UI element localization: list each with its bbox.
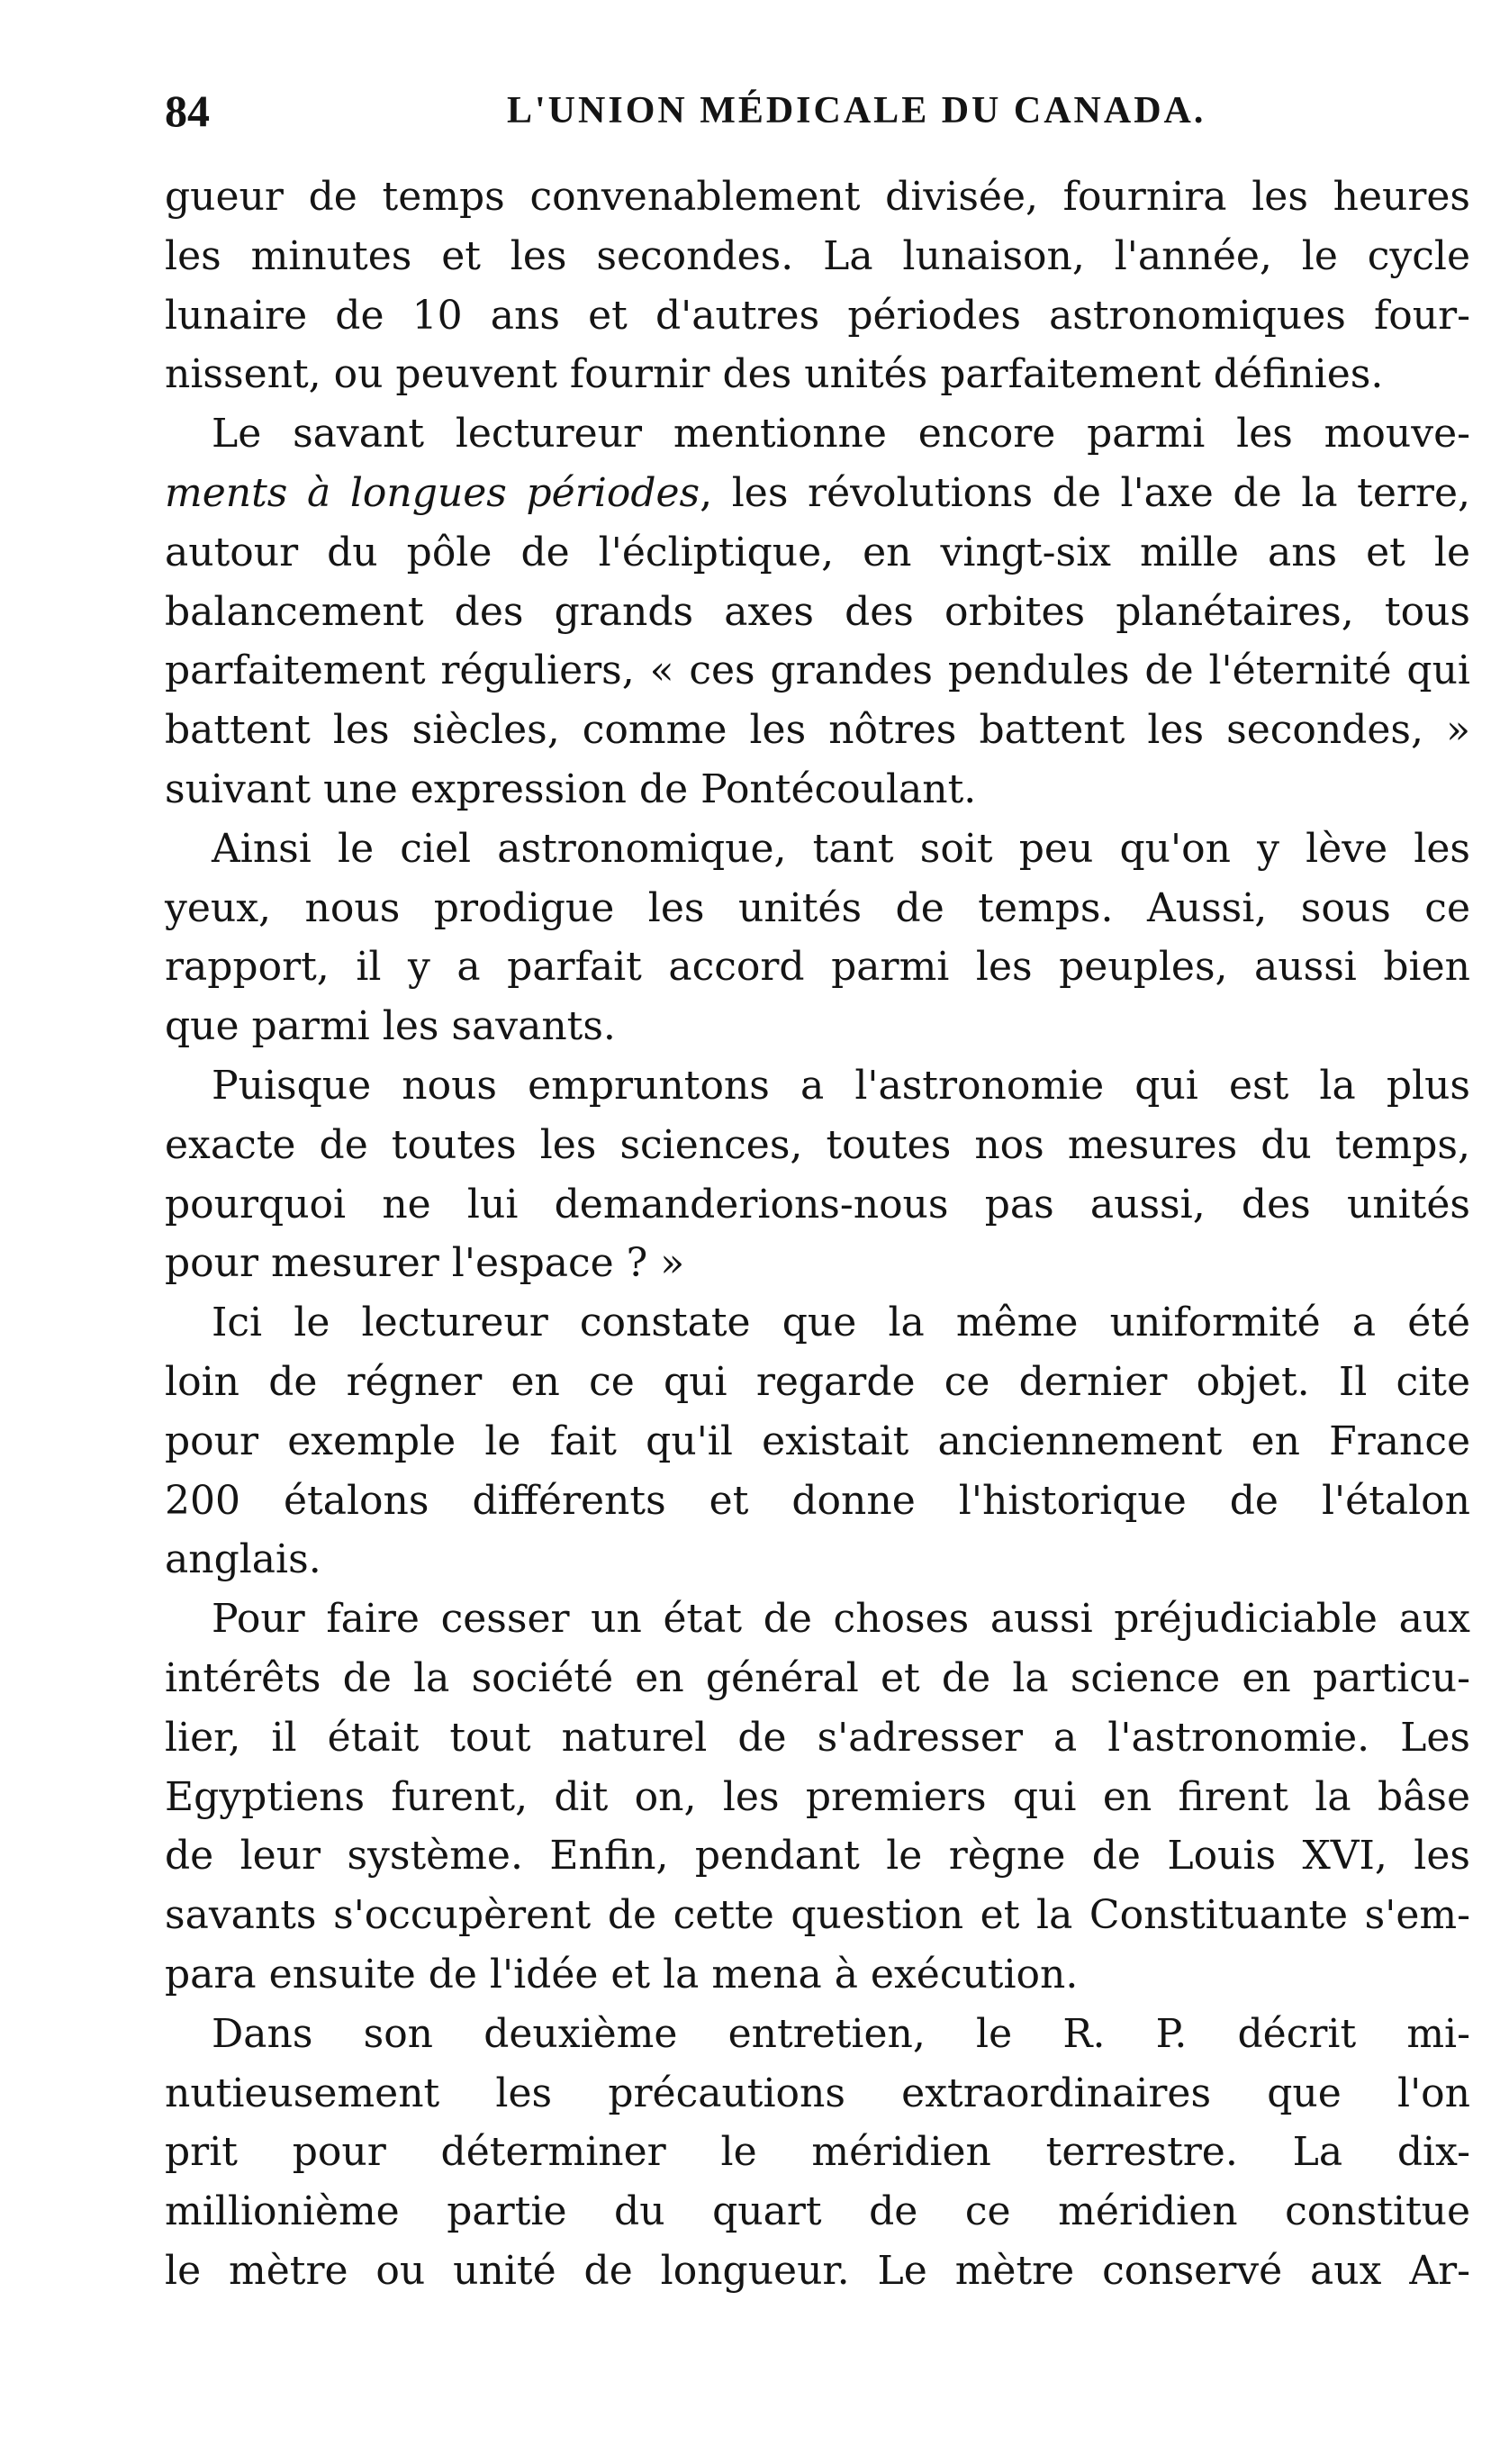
text-line: les minutes et les secondes. La lunaison, l'année, le cycle	[165, 232, 1470, 279]
text-line: anglais.	[165, 1536, 321, 1583]
text-line: Ici le lectureur constate que la même uniformité a été	[212, 1300, 1470, 1346]
text-line: Ainsi le ciel astronomique, tant soit peu qu'on y lève les	[212, 825, 1470, 872]
text-line: nissent, ou peuvent fournir des unités parfaitement définies.	[165, 351, 1384, 398]
text-line: pour exemple le fait qu'il existait anciennement en France	[165, 1418, 1470, 1464]
page-number: 84	[165, 86, 210, 136]
text-line: de leur système. Enfin, pendant le règne de Louis XVI, les	[165, 1833, 1470, 1880]
body-text	[165, 168, 1470, 2301]
text-line: autour du pôle de l'écliptique, en vingt-six mille ans et le	[165, 529, 1470, 575]
text-line: intérêts de la société en général et de la science en particu-	[165, 1654, 1470, 1701]
text-line: rapport, il y a parfait accord parmi les peuples, aussi bien	[165, 944, 1470, 991]
text-line: Pour faire cesser un état de choses aussi préjudiciable aux	[212, 1596, 1470, 1643]
text-line: balancement des grands axes des orbites planétaires, tous	[165, 588, 1470, 635]
text-line: yeux, nous prodigue les unités de temps. Aussi, sous ce	[165, 884, 1470, 931]
text-line: lunaire de 10 ans et d'autres périodes astronomiques four-	[165, 292, 1470, 339]
text-line: Dans son deuxième entretien, le R. P. décrit mi-	[212, 2010, 1470, 2057]
running-title: L'UNION MÉDICALE DU CANADA.	[507, 90, 1206, 131]
text-line: ments à longues périodes, les révolutions de l'axe de la terre,	[165, 469, 1470, 516]
text-line: Le savant lectureur mentionne encore parmi les mouve-	[212, 411, 1470, 457]
text-line: parfaitement réguliers, « ces grandes pendules de l'éternité qui	[165, 648, 1470, 694]
text-line: lier, il était tout naturel de s'adresser a l'astronomie. Les	[165, 1714, 1470, 1761]
text-line: le mètre ou unité de longueur. Le mètre conservé aux Ar-	[165, 2247, 1470, 2294]
page-header	[165, 79, 1335, 142]
text-line: battent les siècles, comme les nôtres battent les secondes, »	[165, 707, 1470, 754]
text-line: Egyptiens furent, dit on, les premiers qui en firent la bâse	[165, 1773, 1470, 1820]
text-line: pourquoi ne lui demanderions-nous pas aussi, des unités	[165, 1181, 1470, 1227]
text-line: prit pour déterminer le méridien terrestre. La dix-	[165, 2129, 1470, 2176]
text-line: 200 étalons différents et donne l'historique de l'étalon	[165, 1477, 1470, 1524]
text-line: loin de régner en ce qui regarde ce dernier objet. Il cite	[165, 1358, 1470, 1405]
text-line: exacte de toutes les sciences, toutes nos mesures du temps,	[165, 1121, 1470, 1168]
text-line: savants s'occupèrent de cette question et la Constituante s'em-	[165, 1892, 1470, 1939]
text-line: nutieusement les précautions extraordinaires que l'on	[165, 2070, 1470, 2116]
text-line: pour mesurer l'espace ? »	[165, 1240, 685, 1287]
text-line: suivant une expression de Pontécoulant.	[165, 765, 977, 812]
text-line: Puisque nous empruntons a l'astronomie qui est la plus	[212, 1062, 1470, 1109]
text-line: gueur de temps convenablement divisée, fournira les heures	[165, 174, 1470, 220]
text-line: que parmi les savants.	[165, 1003, 616, 1050]
text-line: millionième partie du quart de ce méridien constitue	[165, 2188, 1470, 2235]
text-line: para ensuite de l'idée et la mena à exécution.	[165, 1951, 1079, 1997]
